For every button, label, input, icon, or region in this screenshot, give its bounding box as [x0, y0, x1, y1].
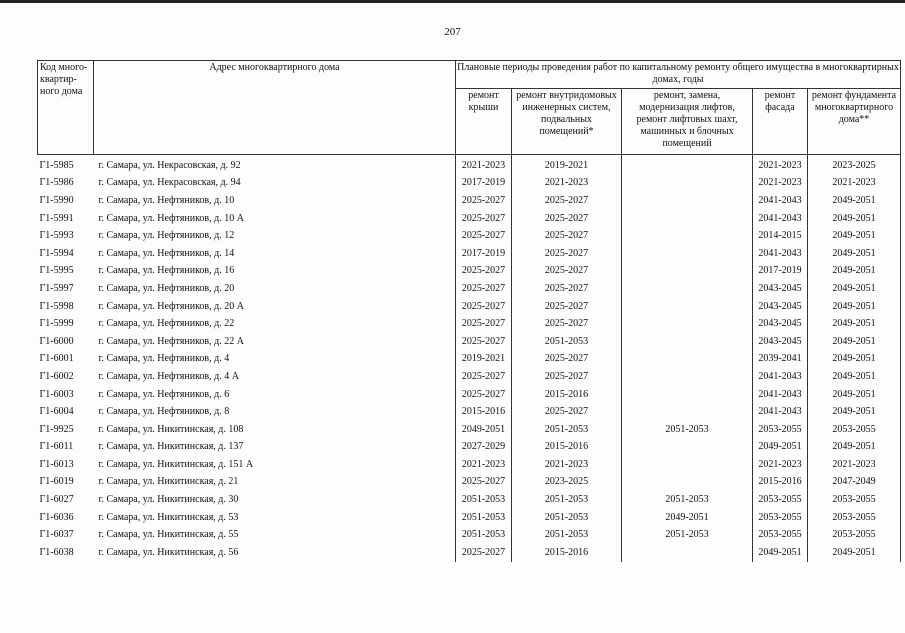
row-elevators: [622, 280, 753, 298]
row-roof: 2051-2053: [456, 509, 512, 527]
row-address: г. Самара, ул. Никитинская, д. 30: [98, 494, 239, 506]
row-roof: 2025-2027: [456, 210, 512, 228]
row-address: г. Самара, ул. Нефтяников, д. 10: [98, 194, 235, 206]
row-foundation: 2049-2051: [808, 351, 901, 369]
row-elevators: [622, 439, 753, 457]
row-roof: 2015-2016: [456, 403, 512, 421]
row-roof: 2025-2027: [456, 474, 512, 492]
row-foundation: 2049-2051: [808, 210, 901, 228]
page-number: 207: [444, 26, 461, 38]
row-roof: 2049-2051: [456, 421, 512, 439]
row-roof: 2025-2027: [456, 333, 512, 351]
table-row: [38, 245, 901, 263]
row-code: Г1-6003: [39, 388, 74, 400]
row-code: Г1-9925: [39, 423, 74, 435]
row-foundation: 2049-2051: [808, 298, 901, 316]
row-code: Г1-5999: [39, 318, 74, 330]
row-foundation: 2049-2051: [808, 403, 901, 421]
table-row: [38, 155, 901, 175]
row-foundation: 2049-2051: [808, 280, 901, 298]
row-utilities: 2025-2027: [512, 227, 622, 245]
row-roof: 2025-2027: [456, 263, 512, 281]
table-row: [38, 403, 901, 421]
row-code: Г1-5986: [39, 177, 74, 189]
row-roof: 2025-2027: [456, 298, 512, 316]
row-facade: 2021-2023: [753, 456, 808, 474]
row-elevators: [622, 544, 753, 562]
row-code: Г1-5993: [39, 230, 74, 242]
table-row: [38, 368, 901, 386]
row-utilities: 2025-2027: [512, 280, 622, 298]
row-roof: 2025-2027: [456, 368, 512, 386]
row-elevators: [622, 333, 753, 351]
row-facade: 2021-2023: [753, 175, 808, 193]
row-roof: 2051-2053: [456, 491, 512, 509]
row-elevators: 2049-2051: [622, 509, 753, 527]
row-code: Г1-5994: [39, 247, 74, 259]
row-utilities: 2051-2053: [512, 421, 622, 439]
row-roof: 2025-2027: [456, 315, 512, 333]
row-address: г. Самара, ул. Некрасовская, д. 94: [98, 177, 241, 189]
row-code: Г1-6001: [39, 353, 74, 365]
row-code: Г1-5991: [39, 212, 74, 224]
row-address: г. Самара, ул. Никитинская, д. 53: [98, 511, 239, 523]
row-facade: 2053-2055: [753, 509, 808, 527]
row-foundation: 2053-2055: [808, 421, 901, 439]
row-utilities: 2015-2016: [512, 544, 622, 562]
header-elevators: ремонт, замена, модернизация лифтов, ремонт лифтовых шахт, машинных и блочных помещений: [622, 89, 753, 155]
table-row: [38, 526, 901, 544]
row-utilities: 2025-2027: [512, 245, 622, 263]
header-roof: ремонт крыши: [456, 89, 512, 155]
row-elevators: [622, 155, 753, 175]
row-foundation: 2049-2051: [808, 439, 901, 457]
row-facade: 2049-2051: [753, 544, 808, 562]
row-facade: 2041-2043: [753, 368, 808, 386]
table-row: [38, 315, 901, 333]
table-row: [38, 421, 901, 439]
row-address: г. Самара, ул. Нефтяников, д. 16: [98, 265, 235, 277]
row-foundation: 2049-2051: [808, 227, 901, 245]
row-address: г. Самара, ул. Никитинская, д. 55: [98, 529, 239, 541]
row-roof: 2025-2027: [456, 192, 512, 210]
row-foundation: 2049-2051: [808, 544, 901, 562]
row-code: Г1-5998: [39, 300, 74, 312]
table-body: [38, 155, 901, 562]
row-code: Г1-6002: [39, 370, 74, 382]
table-row: [38, 544, 901, 562]
row-utilities: 2051-2053: [512, 526, 622, 544]
row-address: г. Самара, ул. Нефтяников, д. 22 А: [98, 335, 244, 347]
row-address: г. Самара, ул. Некрасовская, д. 92: [98, 159, 241, 171]
table-row: [38, 439, 901, 457]
row-utilities: 2025-2027: [512, 192, 622, 210]
header-utilities: ремонт внутридомовых инженерных систем, подвальных помещений*: [512, 89, 622, 155]
row-facade: 2043-2045: [753, 315, 808, 333]
row-utilities: 2015-2016: [512, 439, 622, 457]
row-address: г. Самара, ул. Нефтяников, д. 10 А: [98, 212, 244, 224]
row-elevators: [622, 263, 753, 281]
row-utilities: 2025-2027: [512, 263, 622, 281]
row-utilities: 2025-2027: [512, 368, 622, 386]
row-facade: 2041-2043: [753, 245, 808, 263]
table-row: [38, 386, 901, 404]
row-roof: 2021-2023: [456, 155, 512, 175]
row-facade: 2017-2019: [753, 263, 808, 281]
row-facade: 2039-2041: [753, 351, 808, 369]
row-utilities: 2021-2023: [512, 456, 622, 474]
row-elevators: [622, 175, 753, 193]
table-row: [38, 210, 901, 228]
row-utilities: 2051-2053: [512, 509, 622, 527]
row-utilities: 2019-2021: [512, 155, 622, 175]
row-foundation: 2023-2025: [808, 155, 901, 175]
row-address: г. Самара, ул. Нефтяников, д. 20 А: [98, 300, 244, 312]
row-foundation: 2053-2055: [808, 509, 901, 527]
row-facade: 2021-2023: [753, 155, 808, 175]
row-roof: 2051-2053: [456, 526, 512, 544]
row-code: Г1-5995: [39, 265, 74, 277]
row-address: г. Самара, ул. Нефтяников, д. 14: [98, 247, 235, 259]
row-utilities: 2051-2053: [512, 491, 622, 509]
row-utilities: 2023-2025: [512, 474, 622, 492]
row-facade: 2053-2055: [753, 491, 808, 509]
row-address: г. Самара, ул. Нефтяников, д. 6: [98, 388, 230, 400]
row-foundation: 2053-2055: [808, 491, 901, 509]
row-foundation: 2049-2051: [808, 368, 901, 386]
row-foundation: 2049-2051: [808, 386, 901, 404]
row-elevators: 2051-2053: [622, 491, 753, 509]
top-rule: [0, 0, 905, 3]
row-elevators: [622, 315, 753, 333]
table-row: [38, 298, 901, 316]
row-code: Г1-6000: [39, 335, 74, 347]
row-facade: 2053-2055: [753, 421, 808, 439]
row-foundation: 2049-2051: [808, 245, 901, 263]
row-roof: 2025-2027: [456, 386, 512, 404]
row-address: г. Самара, ул. Никитинская, д. 56: [98, 546, 239, 558]
row-facade: 2041-2043: [753, 403, 808, 421]
row-address: г. Самара, ул. Никитинская, д. 151 А: [98, 458, 254, 470]
table-row: [38, 192, 901, 210]
row-facade: 2041-2043: [753, 386, 808, 404]
table-row: [38, 263, 901, 281]
table-row: [38, 175, 901, 193]
row-code: Г1-6011: [39, 441, 74, 453]
row-elevators: [622, 386, 753, 404]
header-periods: Плановые периоды проведения работ по капитальному ремонту общего имущества в многоквартирных домах, годы: [456, 61, 901, 89]
row-roof: 2025-2027: [456, 544, 512, 562]
row-utilities: 2025-2027: [512, 351, 622, 369]
row-foundation: 2053-2055: [808, 526, 901, 544]
row-facade: 2043-2045: [753, 280, 808, 298]
row-address: г. Самара, ул. Нефтяников, д. 20: [98, 282, 235, 294]
header-foundation: ремонт фундамента многоквартирного дома**: [808, 89, 901, 155]
row-utilities: 2021-2023: [512, 175, 622, 193]
row-facade: 2041-2043: [753, 192, 808, 210]
row-code: Г1-6037: [39, 529, 74, 541]
row-foundation: 2049-2051: [808, 192, 901, 210]
row-facade: 2053-2055: [753, 526, 808, 544]
header-address: Адрес многоквартирного дома: [94, 61, 456, 155]
row-facade: 2014-2015: [753, 227, 808, 245]
row-facade: 2015-2016: [753, 474, 808, 492]
row-roof: 2021-2023: [456, 456, 512, 474]
row-elevators: [622, 210, 753, 228]
row-code: Г1-5985: [39, 159, 74, 171]
row-foundation: 2021-2023: [808, 175, 901, 193]
row-foundation: 2021-2023: [808, 456, 901, 474]
table-row: [38, 509, 901, 527]
row-roof: 2017-2019: [456, 245, 512, 263]
row-elevators: [622, 298, 753, 316]
row-code: Г1-5990: [39, 194, 74, 206]
row-address: г. Самара, ул. Нефтяников, д. 22: [98, 318, 235, 330]
row-elevators: 2051-2053: [622, 421, 753, 439]
table-row: [38, 491, 901, 509]
row-roof: 2025-2027: [456, 227, 512, 245]
row-code: Г1-6027: [39, 494, 74, 506]
row-foundation: 2049-2051: [808, 315, 901, 333]
row-code: Г1-6013: [39, 458, 74, 470]
row-elevators: [622, 227, 753, 245]
row-facade: 2043-2045: [753, 298, 808, 316]
row-utilities: 2051-2053: [512, 333, 622, 351]
row-address: г. Самара, ул. Никитинская, д. 137: [98, 441, 244, 453]
schedule-table: [37, 60, 901, 562]
row-utilities: 2015-2016: [512, 386, 622, 404]
table-row: [38, 227, 901, 245]
row-address: г. Самара, ул. Никитинская, д. 108: [98, 423, 244, 435]
row-roof: 2019-2021: [456, 351, 512, 369]
row-utilities: 2025-2027: [512, 210, 622, 228]
row-elevators: 2051-2053: [622, 526, 753, 544]
row-elevators: [622, 474, 753, 492]
table-row: [38, 333, 901, 351]
row-facade: 2043-2045: [753, 333, 808, 351]
row-foundation: 2049-2051: [808, 333, 901, 351]
row-utilities: 2025-2027: [512, 298, 622, 316]
row-roof: 2025-2027: [456, 280, 512, 298]
row-foundation: 2049-2051: [808, 263, 901, 281]
row-code: Г1-6019: [39, 476, 74, 488]
row-roof: 2017-2019: [456, 175, 512, 193]
row-foundation: 2047-2049: [808, 474, 901, 492]
row-address: г. Самара, ул. Нефтяников, д. 8: [98, 406, 230, 418]
row-code: Г1-6038: [39, 546, 74, 558]
table-row: [38, 474, 901, 492]
row-elevators: [622, 368, 753, 386]
row-address: г. Самара, ул. Нефтяников, д. 4: [98, 353, 230, 365]
row-facade: 2041-2043: [753, 210, 808, 228]
row-code: Г1-6004: [39, 406, 74, 418]
table-row: [38, 280, 901, 298]
row-address: г. Самара, ул. Никитинская, д. 21: [98, 476, 239, 488]
table-row: [38, 351, 901, 369]
header-code: Код много-квартир-ного дома: [38, 61, 94, 155]
table-row: [38, 456, 901, 474]
row-elevators: [622, 245, 753, 263]
row-address: г. Самара, ул. Нефтяников, д. 12: [98, 230, 235, 242]
row-roof: 2027-2029: [456, 439, 512, 457]
row-address: г. Самара, ул. Нефтяников, д. 4 А: [98, 370, 239, 382]
row-utilities: 2025-2027: [512, 403, 622, 421]
row-code: Г1-5997: [39, 282, 74, 294]
row-elevators: [622, 351, 753, 369]
row-utilities: 2025-2027: [512, 315, 622, 333]
row-elevators: [622, 403, 753, 421]
row-elevators: [622, 456, 753, 474]
row-code: Г1-6036: [39, 511, 74, 523]
row-elevators: [622, 192, 753, 210]
row-facade: 2049-2051: [753, 439, 808, 457]
header-facade: ремонт фасада: [753, 89, 808, 155]
